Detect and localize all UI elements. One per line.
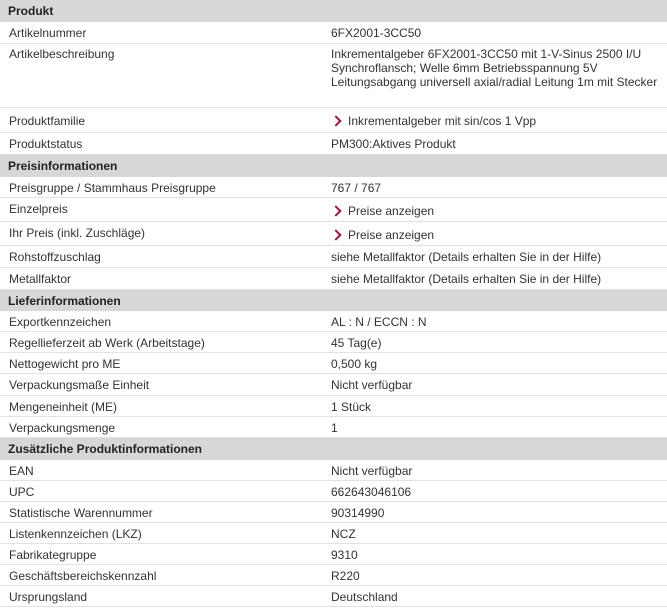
value-rohstoffzuschlag: siehe Metallfaktor (Details erhalten Sie in der Hilfe) (331, 250, 602, 264)
label-ihr-preis: Ihr Preis (inkl. Zuschläge) (9, 226, 146, 240)
label-verpackungsmasse: Verpackungsmaße Einheit (9, 378, 150, 392)
link-produktfamilie-text: Inkrementalgeber mit sin/cos 1 Vpp (348, 114, 537, 128)
row-geschaeftsbereich (0, 565, 667, 586)
link-ihr-preis[interactable] (331, 228, 434, 242)
label-lkz: Listenkennzeichen (LKZ) (9, 527, 142, 541)
label-einzelpreis: Einzelpreis (9, 202, 68, 216)
link-ihr-preis-text: Preise anzeigen (348, 228, 435, 242)
section-header-zusaetzliche-produktinformationen: Zusätzliche Produktinformationen (0, 438, 667, 460)
label-nettogewicht: Nettogewicht pro ME (9, 357, 121, 371)
value-einzelpreis (331, 198, 667, 221)
label-verpackungsmenge: Verpackungsmenge (9, 421, 116, 435)
row-produktfamilie (0, 108, 667, 133)
label-metallfaktor: Metallfaktor (9, 272, 72, 286)
label-geschaeftsbereich: Geschäftsbereichskennzahl (9, 569, 157, 583)
row-preisgruppe (0, 177, 667, 198)
value-lieferzeit: 45 Tag(e) (331, 336, 382, 350)
value-lkz: NCZ (331, 527, 356, 541)
row-fabrikategruppe (0, 544, 667, 565)
value-artikelbeschreibung: Inkrementalgeber 6FX2001-3CC50 mit 1-V-Sinus 2500 I/U Synchroflansch; Welle 6mm Betriebsspannung 5V Leitungsabgang universell axial/radial Leitung 1m mit Stecker (331, 47, 658, 89)
row-nettogewicht (0, 353, 667, 374)
value-ihr-preis (331, 222, 667, 245)
link-produktfamilie[interactable] (331, 114, 536, 128)
label-rohstoffzuschlag: Rohstoffzuschlag (9, 250, 101, 264)
row-ihr-preis (0, 222, 667, 246)
row-artikelnummer (0, 22, 667, 44)
label-fabrikategruppe: Fabrikategruppe (9, 548, 97, 562)
row-ean (0, 460, 667, 481)
value-verpackungsmasse: Nicht verfügbar (331, 378, 413, 392)
link-einzelpreis[interactable] (331, 204, 434, 218)
label-artikelbeschreibung: Artikelbeschreibung (9, 47, 115, 61)
label-artikelnummer: Artikelnummer (9, 26, 87, 40)
label-warennummer: Statistische Warennummer (9, 506, 153, 520)
value-geschaeftsbereich: R220 (331, 569, 360, 583)
value-exportkennzeichen: AL : N / ECCN : N (331, 315, 427, 329)
row-produktstatus (0, 133, 667, 155)
value-ean: Nicht verfügbar (331, 464, 413, 478)
chevron-right-icon (330, 205, 341, 216)
section-header-produkt: Produkt (0, 0, 667, 22)
section-header-lieferinformationen: Lieferinformationen (0, 290, 667, 311)
value-warennummer: 90314990 (331, 506, 385, 520)
row-artikelbeschreibung (0, 44, 667, 108)
value-artikelnummer: 6FX2001-3CC50 (331, 26, 422, 40)
value-metallfaktor: siehe Metallfaktor (Details erhalten Sie in der Hilfe) (331, 272, 602, 286)
label-exportkennzeichen: Exportkennzeichen (9, 315, 112, 329)
label-produktstatus: Produktstatus (9, 137, 83, 151)
chevron-right-icon (330, 115, 341, 126)
row-einzelpreis (0, 198, 667, 222)
section-header-preisinformationen: Preisinformationen (0, 155, 667, 177)
value-preisgruppe: 767 / 767 (331, 181, 382, 195)
row-verpackungsmasse (0, 374, 667, 396)
value-nettogewicht: 0,500 kg (331, 357, 378, 371)
label-lieferzeit: Regellieferzeit ab Werk (Arbeitstage) (9, 336, 205, 350)
value-fabrikategruppe: 9310 (331, 548, 358, 562)
row-warennummer (0, 502, 667, 523)
label-ursprungsland: Ursprungsland (9, 590, 88, 604)
label-preisgruppe: Preisgruppe / Stammhaus Preisgruppe (9, 181, 216, 195)
row-metallfaktor (0, 268, 667, 290)
row-exportkennzeichen (0, 311, 667, 332)
value-mengeneinheit: 1 Stück (331, 400, 372, 414)
chevron-right-icon (330, 229, 341, 240)
value-produktstatus: PM300:Aktives Produkt (331, 137, 456, 151)
value-ursprungsland: Deutschland (331, 590, 398, 604)
row-lieferzeit (0, 332, 667, 353)
label-mengeneinheit: Mengeneinheit (ME) (9, 400, 118, 414)
label-upc: UPC (9, 485, 35, 499)
link-einzelpreis-text: Preise anzeigen (348, 204, 435, 218)
row-mengeneinheit (0, 396, 667, 417)
value-upc: 662643046106 (331, 485, 412, 499)
row-rohstoffzuschlag (0, 246, 667, 268)
row-verpackungsmenge (0, 417, 667, 438)
label-produktfamilie: Produktfamilie (9, 114, 86, 128)
value-verpackungsmenge: 1 (331, 421, 338, 435)
label-ean: EAN (9, 464, 34, 478)
row-upc (0, 481, 667, 502)
value-produktfamilie (331, 108, 667, 132)
row-lkz (0, 523, 667, 544)
row-ursprungsland (0, 586, 667, 607)
